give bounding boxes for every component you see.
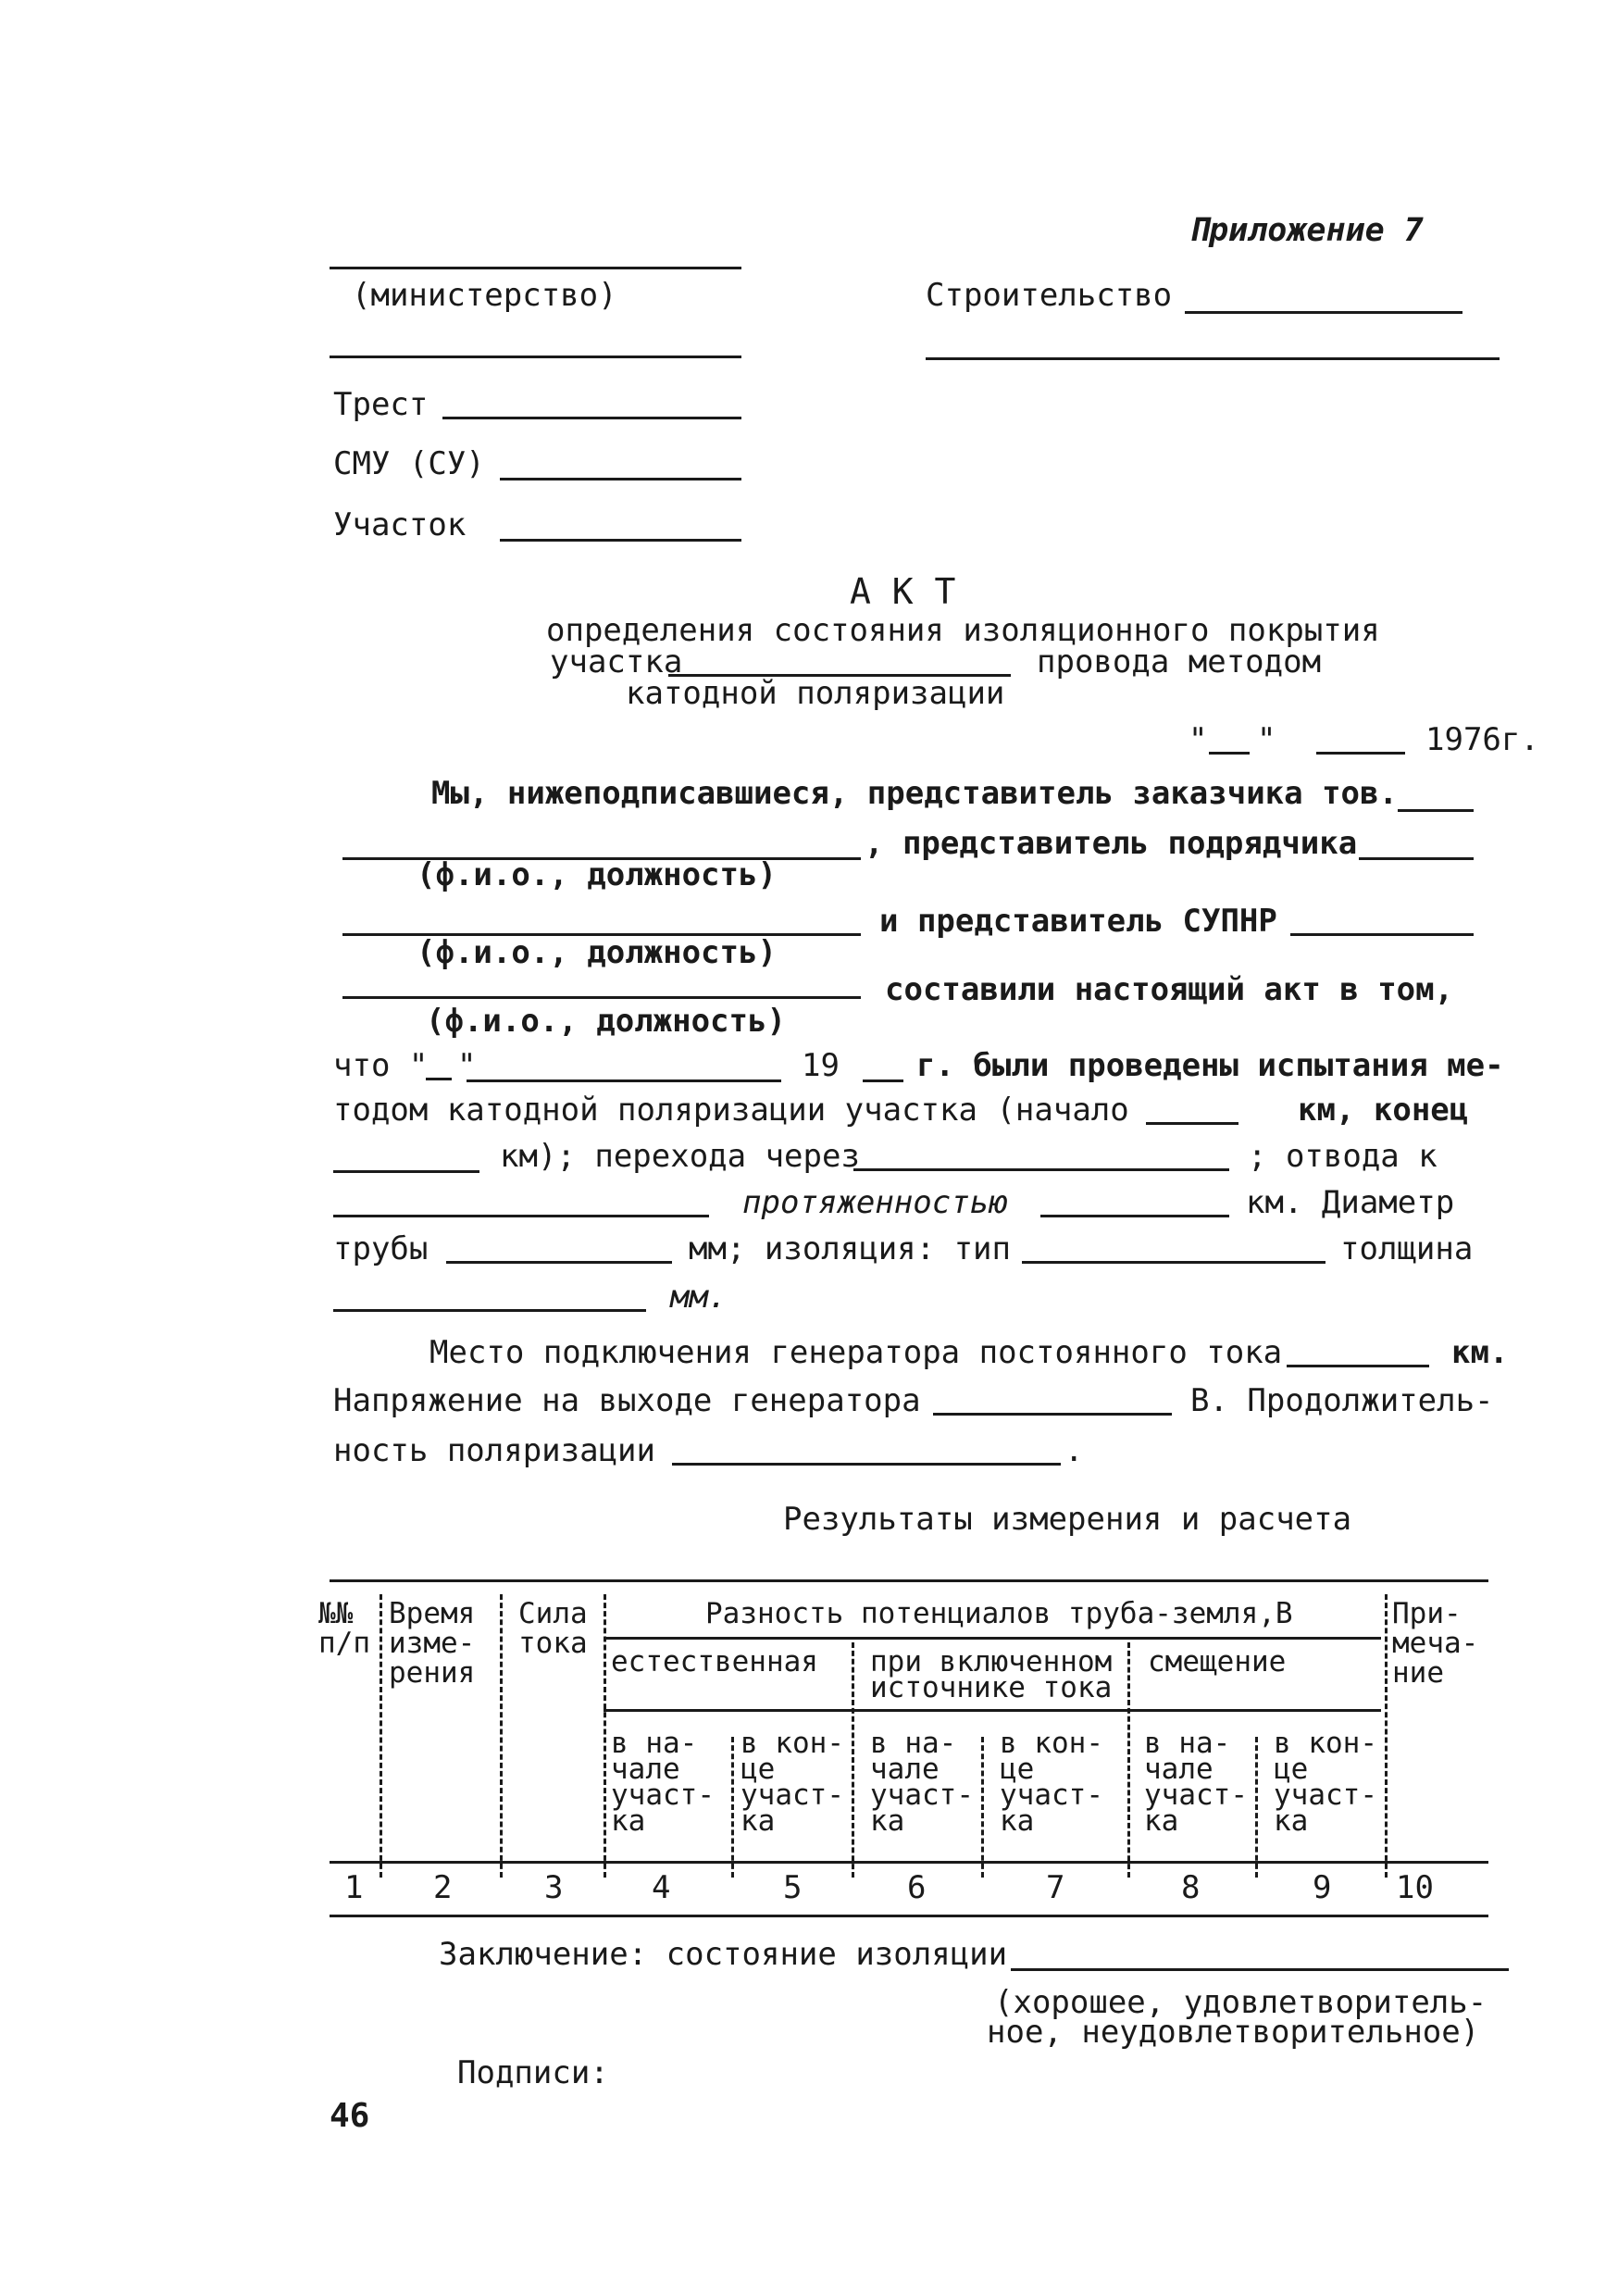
p2-line-5c: толщина <box>1340 1230 1474 1267</box>
source-end-l4: ка <box>1000 1804 1035 1838</box>
table-col-sep-2 <box>500 1594 503 1878</box>
voltage-blank[interactable] <box>933 1413 1172 1416</box>
col-number-10: 10 <box>1396 1869 1434 1906</box>
p3-line-1b: км. <box>1451 1334 1509 1371</box>
col-number-6: 6 <box>907 1869 927 1906</box>
p2-line-5a: трубы <box>333 1230 429 1267</box>
length-blank[interactable] <box>1040 1215 1229 1217</box>
p2-line-6: мм. <box>670 1279 728 1316</box>
col-number-8: 8 <box>1181 1869 1201 1906</box>
p3-line-2b: В. Продолжитель- <box>1190 1382 1494 1419</box>
source-start-l1: в на- <box>870 1727 957 1760</box>
group-header-rule <box>604 1637 1381 1640</box>
natural-end-l3: участ- <box>741 1778 844 1812</box>
caption-3: (ф.и.о., должность) <box>426 1003 786 1040</box>
conclusion-blank[interactable] <box>1011 1968 1509 1971</box>
col-number-9: 9 <box>1313 1869 1332 1906</box>
diameter-blank[interactable] <box>446 1261 672 1264</box>
subheader-rule <box>604 1709 1381 1712</box>
source-end-l3: участ- <box>1000 1778 1103 1812</box>
shift-start-l4: ка <box>1144 1804 1179 1838</box>
p2-line-1d: г. были проведены испытания ме- <box>916 1047 1504 1084</box>
section-label: Участок <box>333 506 467 543</box>
col2-line-2: изме- <box>389 1627 476 1660</box>
start-km-blank[interactable] <box>1146 1122 1238 1125</box>
table-col-sep-8 <box>1255 1737 1258 1878</box>
signatures-label: Подписи: <box>457 2054 609 2091</box>
p2-line-3a: км); перехода через <box>500 1138 860 1175</box>
construction-label: Строительство <box>926 277 1173 314</box>
shift-end-l4: ка <box>1274 1804 1309 1838</box>
natural-start-l4: ка <box>611 1804 646 1838</box>
shift-end-l3: участ- <box>1274 1778 1377 1812</box>
p1-line-4: составили настоящий акт в том, <box>885 971 1454 1008</box>
table-top-rule <box>330 1579 1488 1582</box>
table-col-sep-4 <box>731 1737 734 1878</box>
p2-line-1b: " <box>457 1047 477 1084</box>
col3-line-1: Сила <box>518 1597 588 1630</box>
date-month-blank[interactable] <box>1316 752 1405 755</box>
conclusion-options-2: ное, неудовлетворительное) <box>987 2014 1480 2051</box>
col1-line-1: №№ <box>318 1597 354 1630</box>
source-on-header-1: при включенном <box>870 1645 1113 1678</box>
natural-end-l4: ка <box>741 1804 776 1838</box>
source-end-l2: це <box>1000 1753 1035 1786</box>
ministry-blank-2[interactable] <box>330 356 741 358</box>
p2-line-5b: мм; изоляция: тип <box>689 1230 1011 1267</box>
construction-blank[interactable] <box>1185 311 1462 314</box>
natural-start-l2: чале <box>611 1753 680 1786</box>
thickness-blank[interactable] <box>333 1309 646 1312</box>
note-header-2: меча- <box>1392 1627 1479 1660</box>
date-quote-open: " <box>1189 721 1208 758</box>
p2-line-1a: что " <box>333 1047 429 1084</box>
end-km-blank[interactable] <box>333 1170 479 1173</box>
col-number-2: 2 <box>433 1869 453 1906</box>
p2-line-4b: км. Диаметр <box>1246 1184 1455 1221</box>
col2-line-1: Время <box>389 1597 476 1630</box>
p3-line-1a: Место подключения генератора постоянного тока <box>429 1334 1283 1371</box>
date-quote-close: " <box>1257 721 1276 758</box>
duration-blank[interactable] <box>672 1463 1061 1466</box>
appendix-label: Приложение 7 <box>1189 212 1424 249</box>
col-number-1: 1 <box>344 1869 364 1906</box>
date-year: 1976г. <box>1425 721 1539 758</box>
p1-line-3: и представитель СУПНР <box>879 903 1277 940</box>
natural-end-l1: в кон- <box>741 1727 844 1760</box>
p3-line-3b: . <box>1064 1432 1084 1469</box>
construction-blank-2[interactable] <box>926 357 1500 360</box>
note-header-1: При- <box>1392 1597 1462 1630</box>
col-number-7: 7 <box>1046 1869 1065 1906</box>
table-col-sep-1 <box>380 1594 382 1878</box>
smu-blank[interactable] <box>500 478 741 480</box>
caption-1: (ф.и.о., должность) <box>417 856 777 893</box>
col-number-4: 4 <box>652 1869 671 1906</box>
section-blank[interactable] <box>500 539 741 542</box>
natural-start-l3: участ- <box>611 1778 715 1812</box>
natural-end-l2: це <box>741 1753 776 1786</box>
title-line-2a: участка <box>550 643 683 680</box>
natural-header: естественная <box>611 1645 818 1678</box>
conclusion-options-1: (хорошее, удовлетворитель- <box>994 1984 1487 2021</box>
title-line-2b: провода методом <box>1037 643 1322 680</box>
source-start-l4: ка <box>870 1804 905 1838</box>
table-col-sep-7 <box>1127 1642 1130 1878</box>
shift-end-l1: в кон- <box>1274 1727 1377 1760</box>
col-number-5: 5 <box>783 1869 803 1906</box>
table-col-sep-9 <box>1385 1594 1388 1878</box>
source-start-l3: участ- <box>870 1778 974 1812</box>
supnr-rep-blank[interactable] <box>1290 933 1474 936</box>
supnr-fio-blank[interactable] <box>342 996 861 999</box>
generator-km-blank[interactable] <box>1287 1365 1429 1367</box>
insulation-type-blank[interactable] <box>1022 1261 1326 1264</box>
conclusion-label: Заключение: состояние изоляции <box>439 1936 1008 1973</box>
p2-line-4a: протяженностью <box>742 1184 1008 1221</box>
note-header-3: ние <box>1392 1656 1444 1690</box>
p1-line-1: Мы, нижеподписавшиеся, представитель заказчика тов. <box>431 775 1398 812</box>
contractor-rep-blank[interactable] <box>1359 857 1474 860</box>
source-end-l1: в кон- <box>1000 1727 1103 1760</box>
test-month-blank[interactable] <box>467 1079 781 1082</box>
ministry-caption: (министерство) <box>352 277 617 314</box>
p2-line-1c: 19 <box>802 1047 840 1084</box>
natural-start-l1: в на- <box>611 1727 698 1760</box>
p1-line-2: , представитель подрядчика <box>865 825 1358 862</box>
p2-line-2b: км, конец <box>1298 1092 1469 1129</box>
p2-line-2a: тодом катодной поляризации участка (начало <box>333 1092 1129 1129</box>
p2-line-3b: ; отвода к <box>1248 1138 1438 1175</box>
trust-label: Трест <box>333 386 429 423</box>
crossing-blank[interactable] <box>853 1168 1229 1171</box>
customer-rep-blank[interactable] <box>1398 809 1474 812</box>
shift-start-l2: чале <box>1144 1753 1214 1786</box>
table-col-sep-5 <box>852 1642 854 1878</box>
ministry-blank[interactable] <box>330 267 741 269</box>
test-day-blank[interactable] <box>426 1078 452 1080</box>
group-header: Разность потенциалов труба-земля,В <box>705 1597 1293 1630</box>
page-number: 46 <box>330 2097 370 2135</box>
col2-line-3: рения <box>389 1656 476 1690</box>
source-start-l2: чале <box>870 1753 940 1786</box>
caption-2: (ф.и.о., должность) <box>417 934 777 971</box>
numbers-top-rule <box>330 1861 1488 1864</box>
col-number-3: 3 <box>544 1869 564 1906</box>
title-line-1: определения состояния изоляционного покрытия <box>546 612 1380 649</box>
act-title: А К Т <box>850 571 956 612</box>
p3-line-2a: Напряжение на выходе генератора <box>333 1382 921 1419</box>
shift-start-l1: в на- <box>1144 1727 1231 1760</box>
title-line-3: катодной поляризации <box>626 675 1005 712</box>
branch-blank[interactable] <box>333 1215 709 1217</box>
trust-blank[interactable] <box>442 417 741 419</box>
shift-end-l2: це <box>1274 1753 1309 1786</box>
col3-line-2: тока <box>518 1627 588 1660</box>
smu-label: СМУ (СУ) <box>333 445 485 482</box>
date-day-blank[interactable] <box>1209 752 1250 755</box>
source-on-header-2: источнике тока <box>870 1671 1113 1704</box>
shift-header: смещение <box>1148 1645 1287 1678</box>
table-col-sep-6 <box>981 1737 984 1878</box>
test-year-blank[interactable] <box>863 1079 903 1082</box>
p3-line-3a: ность поляризации <box>333 1432 655 1469</box>
shift-start-l3: участ- <box>1144 1778 1248 1812</box>
col1-line-2: п/п <box>318 1627 370 1660</box>
results-title: Результаты измерения и расчета <box>783 1501 1352 1538</box>
table-bottom-rule <box>330 1915 1488 1917</box>
